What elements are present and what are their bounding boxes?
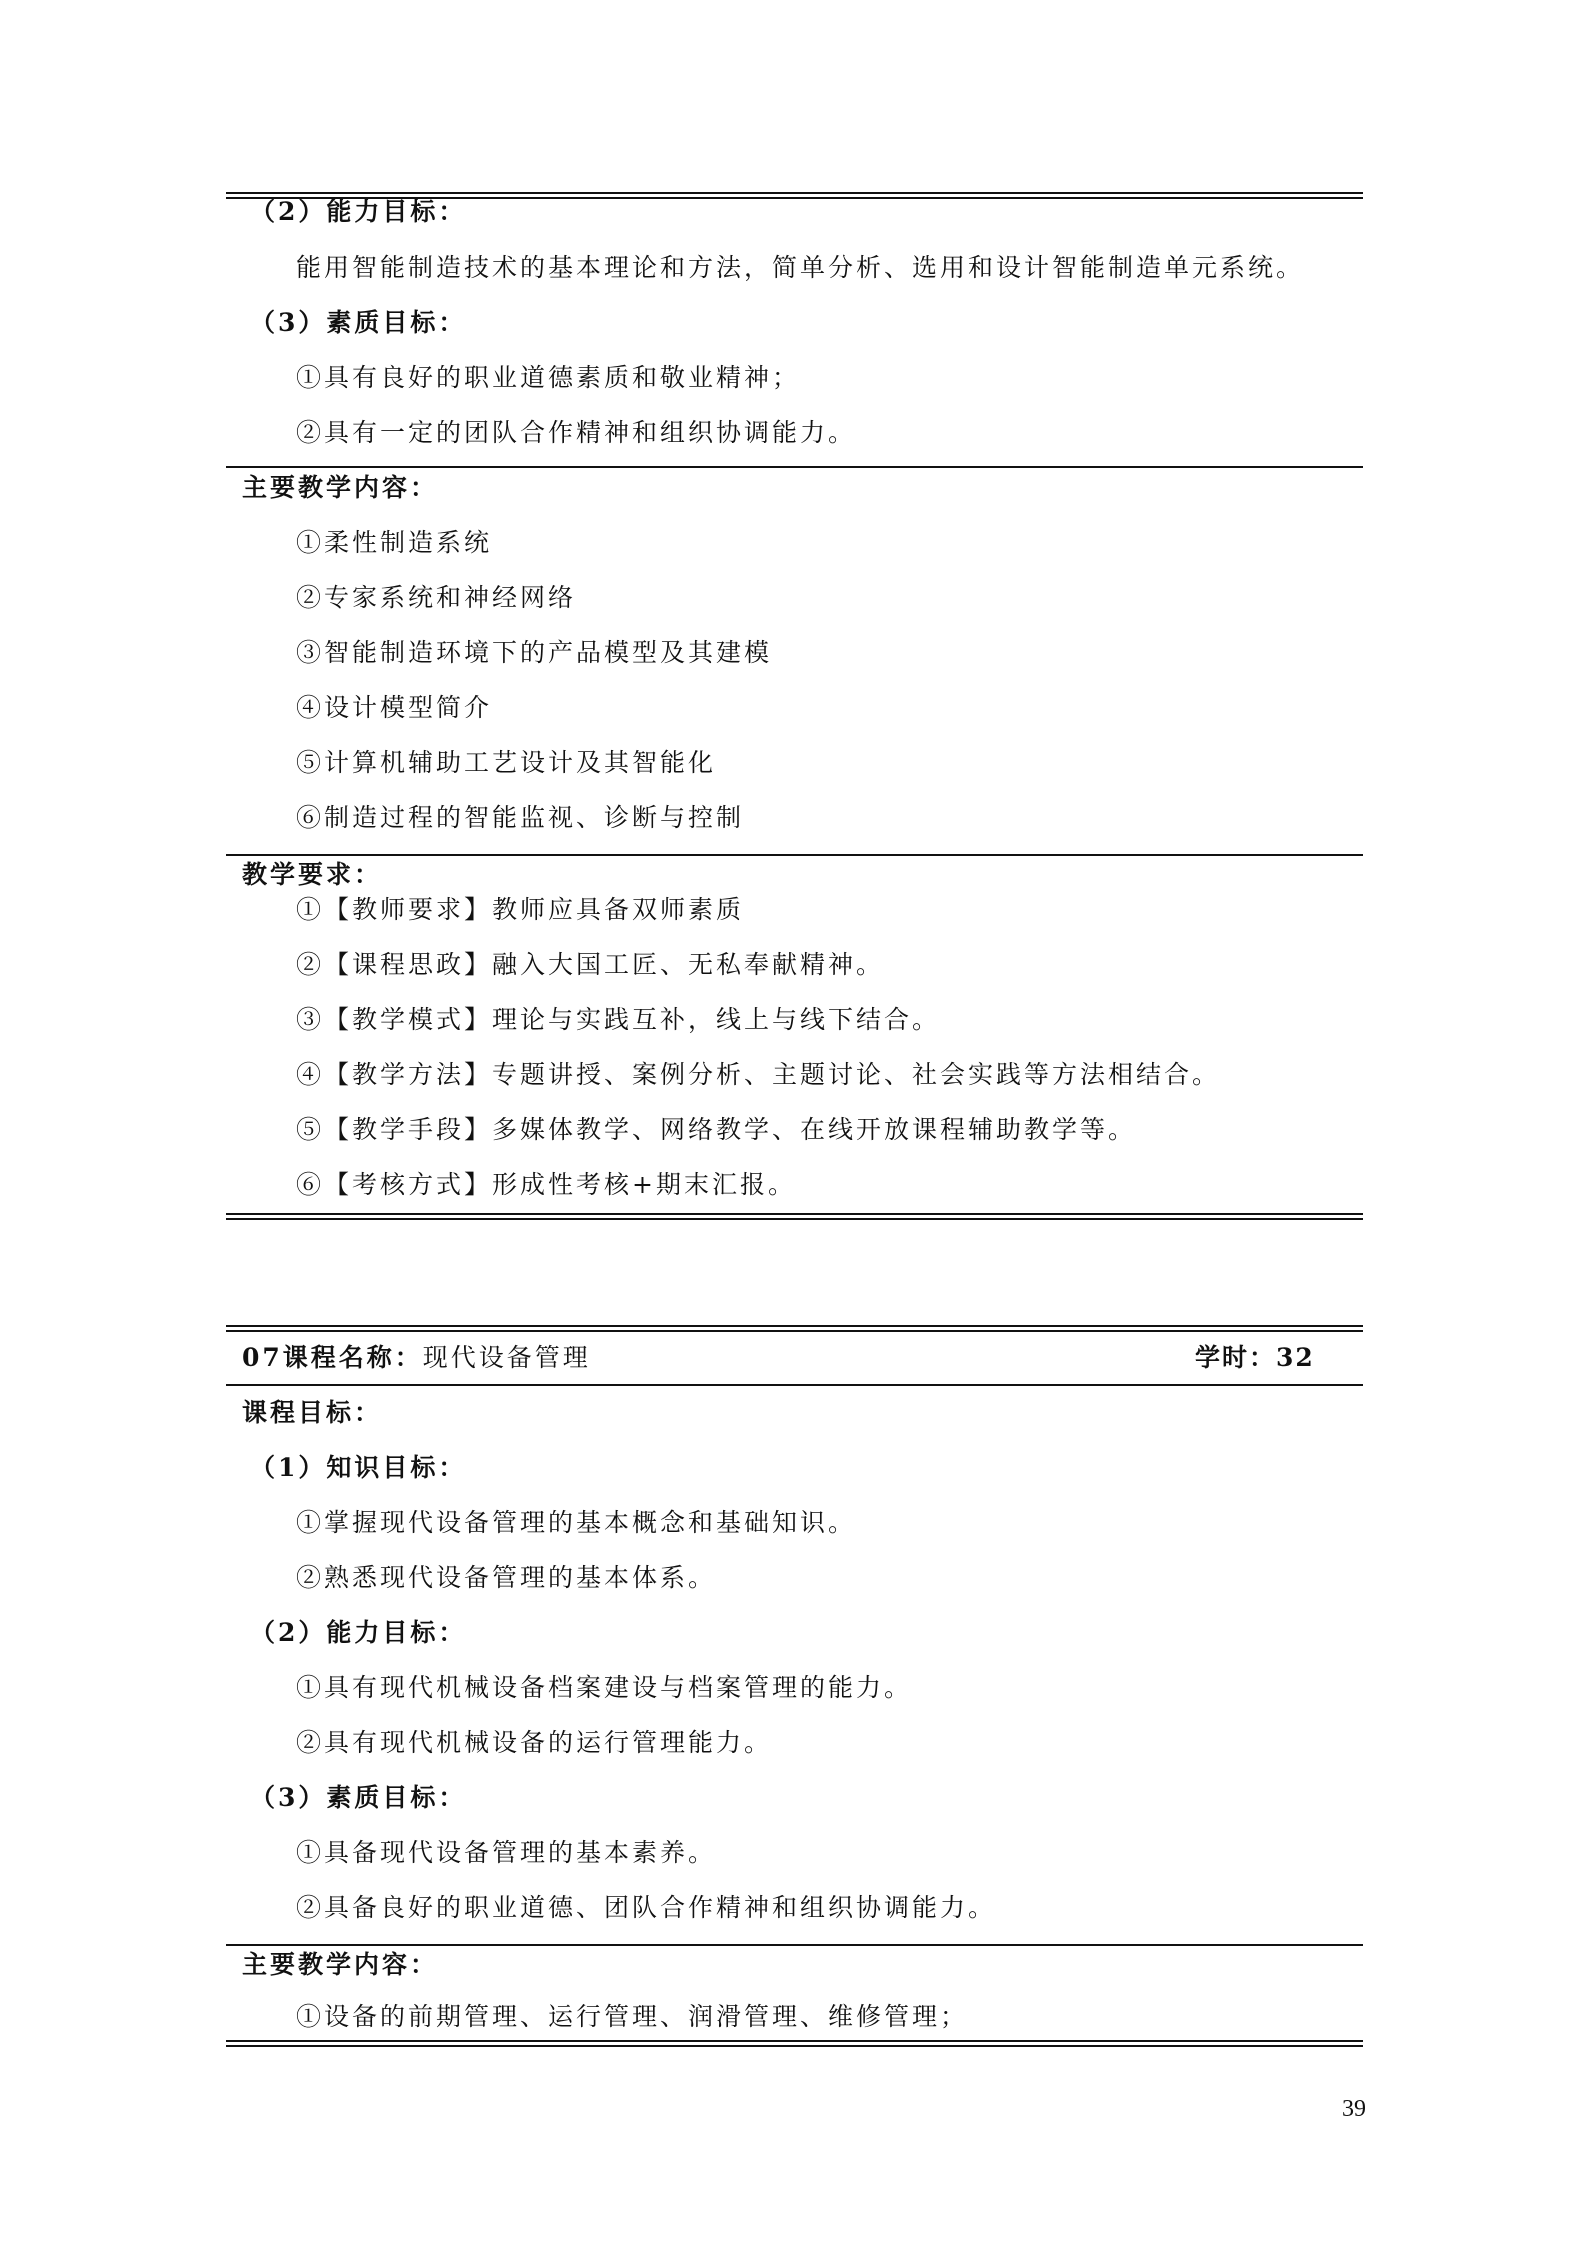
main-content-heading: 主要教学内容： [242, 1950, 439, 1979]
section-divider [226, 1384, 1363, 1386]
ability-goal-heading: （2）能力目标： [250, 197, 467, 226]
course-name-label: 07课程名称： [242, 1343, 423, 1372]
course-hours: 学时：32 [1195, 1343, 1315, 1372]
knowledge-goal-heading: （1）知识目标： [250, 1453, 467, 1482]
main-content-item: ③智能制造环境下的产品模型及其建模 [296, 638, 773, 667]
course-header [242, 1343, 591, 1373]
main-content-heading: 主要教学内容： [242, 473, 439, 502]
quality-goal-item: ①具备现代设备管理的基本素养。 [296, 1838, 717, 1867]
objectives-heading: 课程目标： [242, 1398, 383, 1427]
teaching-requirement-item: ④【教学方法】专题讲授、案例分析、主题讨论、社会实践等方法相结合。 [296, 1060, 1221, 1089]
quality-goal-item: ②具备良好的职业道德、团队合作精神和组织协调能力。 [296, 1893, 997, 1922]
teaching-requirement-item: ⑥【考核方式】形成性考核+期末汇报。 [296, 1170, 796, 1199]
section-divider [226, 466, 1363, 468]
teaching-requirement-item: ②【课程思政】融入大国工匠、无私奉献精神。 [296, 950, 885, 979]
teaching-requirement-item: ⑤【教学手段】多媒体教学、网络教学、在线开放课程辅助教学等。 [296, 1115, 1137, 1144]
main-content-item: ②专家系统和神经网络 [296, 583, 577, 612]
table-bottom-double-rule [226, 1213, 1363, 1220]
quality-goal-item: ①具有良好的职业道德素质和敬业精神； [296, 363, 801, 392]
main-content-item: ⑤计算机辅助工艺设计及其智能化 [296, 748, 717, 777]
course-name: 现代设备管理 [422, 1343, 591, 1372]
ability-goal-item: ①具有现代机械设备档案建设与档案管理的能力。 [296, 1673, 913, 1702]
knowledge-goal-item: ②熟悉现代设备管理的基本体系。 [296, 1563, 717, 1592]
teaching-requirements-heading: 教学要求： [242, 860, 383, 889]
table-bottom-double-rule [226, 2040, 1363, 2047]
table-top-double-rule [226, 1325, 1363, 1332]
ability-goal-item: ②具有现代机械设备的运行管理能力。 [296, 1728, 773, 1757]
ability-goal-heading: （2）能力目标： [250, 1618, 467, 1647]
teaching-requirement-item: ①【教师要求】教师应具备双师素质 [296, 895, 745, 924]
quality-goal-heading: （3）素质目标： [250, 1783, 467, 1812]
main-content-item: ⑥制造过程的智能监视、诊断与控制 [296, 803, 745, 832]
section-divider [226, 854, 1363, 856]
teaching-requirement-item: ③【教学模式】理论与实践互补，线上与线下结合。 [296, 1005, 941, 1034]
quality-goal-item: ②具有一定的团队合作精神和组织协调能力。 [296, 418, 857, 447]
main-content-item: ①柔性制造系统 [296, 528, 493, 557]
main-content-item: ①设备的前期管理、运行管理、润滑管理、维修管理； [296, 2002, 969, 2031]
ability-goal-item: 能用智能制造技术的基本理论和方法，简单分析、选用和设计智能制造单元系统。 [296, 253, 1305, 282]
section-divider [226, 1944, 1363, 1946]
main-content-item: ④设计模型简介 [296, 693, 493, 722]
quality-goal-heading: （3）素质目标： [250, 308, 467, 337]
knowledge-goal-item: ①掌握现代设备管理的基本概念和基础知识。 [296, 1508, 857, 1537]
page-number: 39 [1342, 2096, 1366, 2122]
